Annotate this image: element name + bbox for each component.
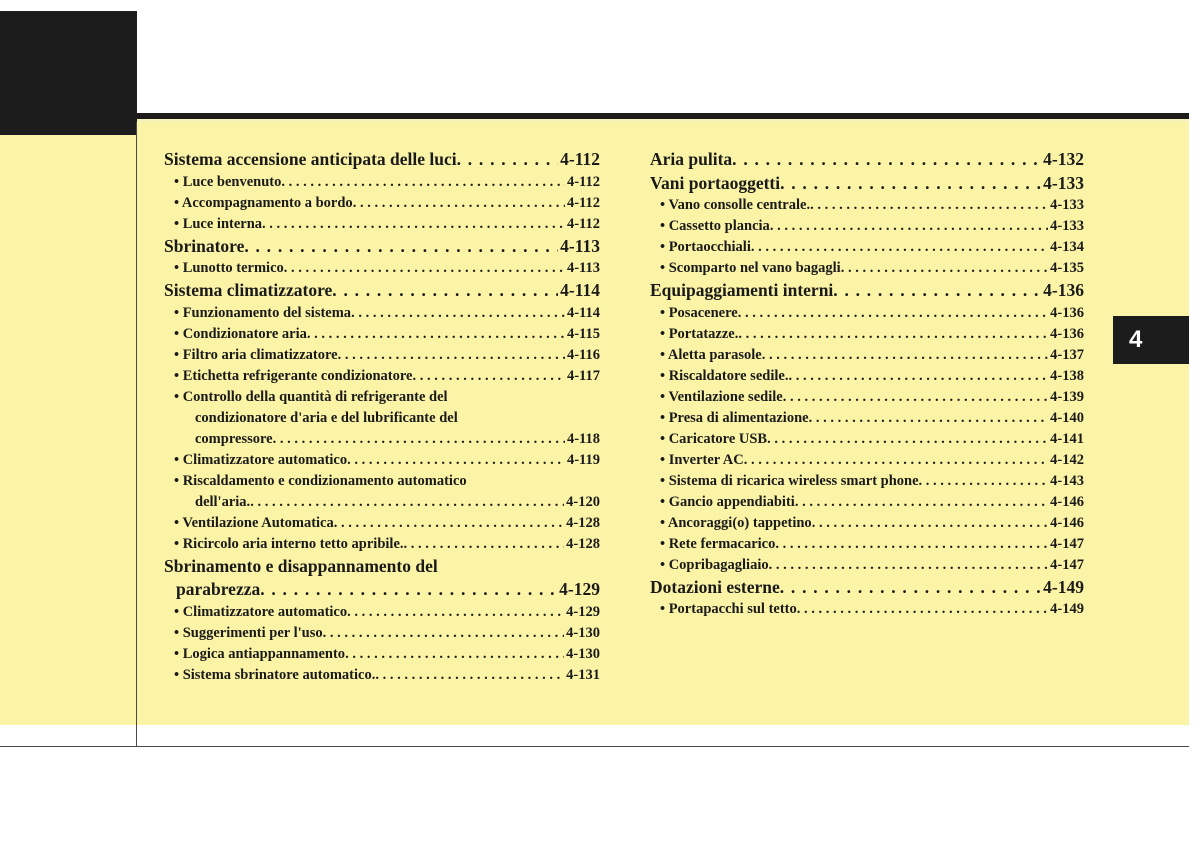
dot-leader [812, 513, 1048, 534]
toc-entry-title: Sbrinamento e disappannamento del [164, 555, 438, 576]
toc-subentry[interactable] [164, 534, 600, 555]
dot-leader [347, 602, 564, 623]
toc-section-heading[interactable] [164, 555, 600, 579]
toc-page-number: 4-142 [1050, 451, 1084, 468]
toc-entry-title: • Rete fermacarico [660, 535, 776, 552]
dot-leader [273, 429, 565, 450]
dot-leader [404, 534, 565, 555]
toc-page-number: 4-146 [1050, 493, 1084, 510]
dot-leader [332, 279, 558, 303]
toc-page-number: 4-128 [566, 535, 600, 552]
dot-leader [338, 345, 565, 366]
toc-page-number: 4-118 [566, 430, 600, 447]
toc-page-number: 4-143 [1050, 472, 1084, 489]
toc-page-number: 4-128 [566, 514, 600, 531]
toc-subentry[interactable] [650, 599, 1084, 620]
dot-leader [413, 366, 565, 387]
dot-leader [281, 172, 565, 193]
toc-page-number: 4-132 [1043, 149, 1084, 169]
toc-subentry[interactable] [650, 258, 1084, 279]
toc-page-number: 4-131 [566, 666, 600, 683]
dot-leader [244, 235, 558, 259]
toc-entry-title: • Funzionamento del sistema [174, 304, 352, 321]
dot-leader [250, 492, 564, 513]
toc-page-number: 4-136 [1043, 280, 1084, 300]
toc-subentry[interactable] [164, 513, 600, 534]
toc-page-number: 4-141 [1050, 430, 1084, 447]
toc-page-number: 4-133 [1050, 197, 1084, 213]
dot-leader [260, 578, 557, 602]
toc-subentry[interactable] [650, 345, 1084, 366]
dot-leader [738, 324, 1048, 345]
toc-section-entry[interactable] [164, 578, 600, 602]
toc-subentry[interactable] [164, 303, 600, 324]
toc-section-entry[interactable] [650, 148, 1084, 172]
toc-page-number: 4-114 [560, 280, 600, 300]
toc-entry-title: Dotazioni esterne [650, 576, 780, 597]
toc-page-number: 4-147 [1050, 556, 1084, 573]
dot-leader [762, 345, 1048, 366]
toc-page-number: 4-130 [566, 645, 600, 662]
toc-entry-title: • Inverter AC [660, 451, 744, 468]
margin-divider [136, 122, 137, 747]
toc-page-number: 4-113 [566, 260, 600, 276]
toc-page-number: 4-135 [1050, 260, 1084, 276]
dot-leader [751, 237, 1048, 258]
chapter-number: 4 [1129, 326, 1143, 353]
dot-leader [732, 148, 1041, 172]
dot-leader [284, 258, 565, 279]
toc-entry-title: • Filtro aria climatizzatore [174, 346, 338, 363]
toc-subentry[interactable] [164, 324, 600, 345]
toc-entry-text-line[interactable] [164, 387, 600, 408]
toc-entry-title: • Portaocchiali [660, 239, 751, 255]
dot-leader [919, 471, 1049, 492]
toc-entry-title: • Cassetto plancia [660, 218, 770, 234]
toc-subentry[interactable] [650, 324, 1084, 345]
dot-leader [353, 193, 565, 214]
toc-page-number: 4-140 [1050, 409, 1084, 426]
toc-page-number: 4-147 [1050, 535, 1084, 552]
dot-leader [780, 576, 1041, 600]
toc-entry-text-line[interactable] [164, 408, 600, 429]
dot-leader [345, 644, 564, 665]
toc-subentry[interactable] [650, 471, 1084, 492]
toc-entry-title: • Portatazze. [660, 325, 739, 342]
toc-entry-title: parabrezza [176, 579, 261, 599]
toc-entry-title: • Presa di alimentazione [660, 409, 809, 426]
toc-subentry[interactable] [650, 555, 1084, 576]
dot-leader [788, 366, 1048, 387]
toc-entry-title: Sistema accensione anticipata delle luci [164, 149, 457, 169]
toc-entry-title: • Accompagnamento a bordo [174, 194, 353, 211]
dot-leader [334, 513, 564, 534]
toc-page-number: 4-136 [1050, 325, 1084, 342]
toc-subentry[interactable] [650, 387, 1084, 408]
toc-entry-title: • Ventilazione Automatica [174, 514, 334, 531]
dot-leader [810, 195, 1048, 216]
toc-subentry[interactable] [650, 303, 1084, 324]
toc-entry-title: • Luce interna [174, 215, 263, 232]
toc-subentry[interactable] [650, 450, 1084, 471]
toc-entry-title: • Gancio appendiabiti [660, 493, 795, 510]
dot-leader [797, 599, 1048, 620]
toc-page-number: 4-116 [566, 346, 600, 363]
toc-entry-title: compressore [195, 430, 273, 447]
toc-entry-title: • Lunotto termico [174, 260, 284, 276]
toc-section-entry[interactable] [650, 172, 1084, 196]
toc-entry-title: • Posacenere [660, 304, 738, 321]
toc-subentry[interactable] [650, 513, 1084, 534]
toc-entry-title: dell'aria. [195, 493, 251, 510]
dot-leader [457, 148, 559, 172]
toc-entry-title: Sbrinatore [164, 235, 245, 256]
toc-entry-title: • Condizionatore aria [174, 325, 307, 342]
toc-page-number: 4-133 [1043, 172, 1084, 193]
toc-subentry[interactable] [164, 366, 600, 387]
dot-leader [307, 324, 565, 345]
toc-page-number: 4-112 [560, 149, 600, 169]
toc-entry-title: • Sistema di ricarica wireless smart phone [660, 472, 919, 489]
toc-subentry[interactable] [164, 623, 600, 644]
toc-page-number: 4-129 [566, 603, 600, 620]
toc-page-number: 4-130 [566, 624, 600, 641]
toc-page-number: 4-139 [1050, 388, 1084, 405]
toc-left-column [164, 148, 600, 686]
toc-page-number: 4-138 [1050, 367, 1084, 384]
toc-entry-title: • Ventilazione sedile [660, 388, 783, 405]
dot-leader [795, 492, 1048, 513]
toc-section-entry[interactable] [164, 235, 600, 259]
dot-leader [262, 214, 565, 235]
toc-entry-title: • Portapacchi sul tetto [660, 601, 797, 617]
toc-entry-title: Vani portaoggetti [650, 172, 781, 193]
chapter-tab[interactable] [1113, 316, 1189, 364]
toc-subentry[interactable] [164, 345, 600, 366]
toc-entry-title: • Suggerimenti per l'uso [174, 624, 323, 641]
toc-page-number: 4-146 [1050, 514, 1084, 531]
toc-entry-title: • Climatizzatore automatico [174, 603, 348, 620]
dot-leader [767, 429, 1048, 450]
toc-page-number: 4-119 [566, 451, 600, 468]
toc-entry-title: Sistema climatizzatore [164, 280, 333, 300]
toc-entry-title: • Etichetta refrigerante condizionatore [174, 367, 413, 384]
toc-page-number: 4-112 [566, 173, 600, 190]
toc-subentry[interactable] [650, 195, 1084, 216]
toc-subentry[interactable] [650, 366, 1084, 387]
toc-subentry[interactable] [650, 534, 1084, 555]
toc-subentry[interactable] [164, 450, 600, 471]
toc-entry-title: • Sistema sbrinatore automatico. [174, 666, 376, 683]
dot-leader [738, 303, 1048, 324]
dot-leader [351, 303, 565, 324]
toc-subentry[interactable] [650, 237, 1084, 258]
toc-entry-title: • Luce benvenuto [174, 173, 282, 190]
toc-entry-title: • Vano consolle centrale. [660, 197, 811, 213]
toc-entry-title: condizionatore d'aria e del lubrificante del [195, 409, 458, 426]
toc-subentry[interactable] [164, 172, 600, 193]
toc-page-number: 4-115 [566, 325, 600, 342]
toc-page-number: 4-114 [566, 304, 600, 321]
dot-leader [841, 258, 1048, 279]
toc-entry-title: • Aletta parasole [660, 346, 762, 363]
toc-subentry[interactable] [650, 216, 1084, 237]
toc-section-entry[interactable] [650, 279, 1084, 303]
toc-entry-title: • Caricatore USB [660, 430, 768, 447]
toc-page-number: 4-117 [566, 367, 600, 384]
toc-entry-title: • Scomparto nel vano bagagli [660, 260, 841, 276]
footer-rule [0, 746, 1189, 747]
margin-panel [0, 135, 137, 725]
toc-subentry[interactable] [164, 214, 600, 235]
toc-entry-title: • Controllo della quantità di refrigerante del [174, 388, 448, 405]
toc-entry-title: • Logica antiappannamento [174, 645, 346, 662]
dot-leader [347, 450, 565, 471]
toc-subentry[interactable] [650, 492, 1084, 513]
dot-leader [783, 387, 1048, 408]
toc-page-number: 4-120 [566, 493, 600, 510]
toc-entry-title: • Climatizzatore automatico [174, 451, 348, 468]
dot-leader [833, 279, 1041, 303]
toc-subentry[interactable] [164, 258, 600, 279]
toc-page-number: 4-137 [1050, 346, 1084, 363]
dot-leader [375, 665, 564, 686]
toc-page-number: 4-129 [559, 579, 600, 599]
toc-page-number: 4-133 [1050, 218, 1084, 234]
toc-page-number: 4-136 [1050, 304, 1084, 321]
toc-page-number: 4-149 [1050, 601, 1084, 617]
toc-subentry[interactable] [164, 602, 600, 623]
toc-subentry[interactable] [650, 408, 1084, 429]
dot-leader [770, 216, 1048, 237]
toc-right-column [650, 148, 1084, 620]
toc-page-number: 4-112 [566, 194, 600, 211]
dot-leader [775, 534, 1048, 555]
dot-leader [780, 172, 1041, 196]
dot-leader [769, 555, 1049, 576]
toc-entry-title: • Copribagagliaio [660, 556, 769, 573]
toc-section-entry[interactable] [164, 279, 600, 303]
toc-entry-text-line[interactable] [164, 471, 600, 492]
toc-entry-title: • Riscaldatore sedile. [660, 367, 789, 384]
toc-subentry[interactable] [164, 644, 600, 665]
toc-entry-title: Aria pulita [650, 149, 733, 169]
toc-entry-title: • Ricircolo aria interno tetto apribile. [174, 535, 404, 552]
toc-page-number: 4-134 [1050, 239, 1084, 255]
toc-subentry[interactable] [164, 193, 600, 214]
toc-entry-title: • Riscaldamento e condizionamento automatico [174, 472, 467, 489]
toc-section-entry[interactable] [164, 148, 600, 172]
header-black-block [0, 11, 137, 135]
dot-leader [744, 450, 1048, 471]
toc-page-number: 4-113 [560, 235, 600, 256]
toc-page-number: 4-149 [1043, 576, 1084, 597]
dot-leader [323, 623, 565, 644]
toc-subentry[interactable] [164, 492, 600, 513]
toc-page-number: 4-112 [566, 215, 600, 232]
dot-leader [809, 408, 1049, 429]
toc-subentry[interactable] [650, 429, 1084, 450]
toc-subentry[interactable] [164, 665, 600, 686]
toc-section-entry[interactable] [650, 576, 1084, 600]
toc-entry-title: Equipaggiamenti interni [650, 280, 834, 300]
toc-entry-title: • Ancoraggi(o) tappetino [660, 514, 812, 531]
toc-subentry[interactable] [164, 429, 600, 450]
